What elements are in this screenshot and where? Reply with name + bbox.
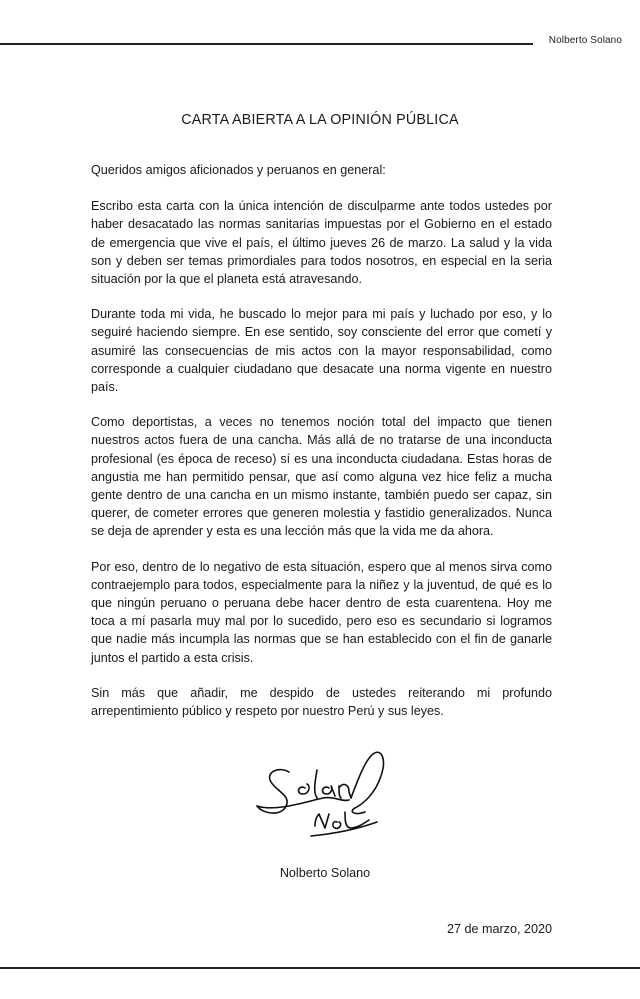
letter-title: CARTA ABIERTA A LA OPINIÓN PÚBLICA [181, 112, 459, 128]
header-author-name: Nolberto Solano [548, 35, 622, 46]
letter-paragraph-3: Como deportistas, a veces no tenemos noción total del impacto que tienen nuestros actos fuera de una cancha. Más allá de no tratarse de una inconducta profesional (es época de receso) sí es una inconducta ciudadana. Estas horas de angustia me han permitido pensar, que así como alguna vez hice feliz a mucha gente dentro de una cancha en un mismo instante, también puedo ser capaz, sin querer, de cometer errores que generen molestia y fastidio generalizados. Nunca se deja de aprender y esta es una lección más que la vida me da ahora. [91, 415, 552, 539]
signer-name: Nolberto Solano [279, 866, 371, 880]
handwritten-signature [245, 742, 405, 852]
letter-paragraph-1: Escribo esta carta con la única intención de disculparme ante todos ustedes por haber desacatado las normas sanitarias impuestas por el Gobierno en el estado de emergencia que vive el país, el último jueves 26 de marzo. La salud y la vida son y deben ser temas primordiales para todos nosotros, en especial en la seria situación por la que el planeta está atravesando. [91, 199, 552, 287]
header-rule [0, 43, 533, 45]
letter-paragraph-5: Sin más que añadir, me despido de ustedes reiterando mi profundo arrepentimiento público y respeto por nuestro Perú y sus leyes. [91, 685, 552, 719]
letter-greeting: Queridos amigos aficionados y peruanos en general: [91, 163, 386, 177]
letter-paragraph-2: Durante toda mi vida, he buscado lo mejor para mi país y luchado por eso, y lo seguiré haciendo siempre. En ese sentido, soy consciente del error que cometí y asumiré las consecuencias de mis actos con la mayor responsabilidad, como corresponde a cualquier ciudadano que desacate una norma vigente en nuestro país. [91, 307, 552, 395]
letter-paragraph-4: Por eso, dentro de lo negativo de esta situación, espero que al menos sirva como contraejemplo para todos, especialmente para la niñez y la juventud, de qué es lo que ningún peruano o peruana debe hacer dentro de esta cuarentena. Hoy me toca a mí pasarla muy mal por lo sucedido, pero eso es secundario si logramos que nadie más incumpla las normas que se han establecido con el fin de ganarle juntos el partido a esta crisis. [91, 559, 552, 665]
footer-rule [0, 967, 640, 969]
letter-body [91, 161, 552, 737]
letter-date: 27 de marzo, 2020 [446, 922, 552, 936]
